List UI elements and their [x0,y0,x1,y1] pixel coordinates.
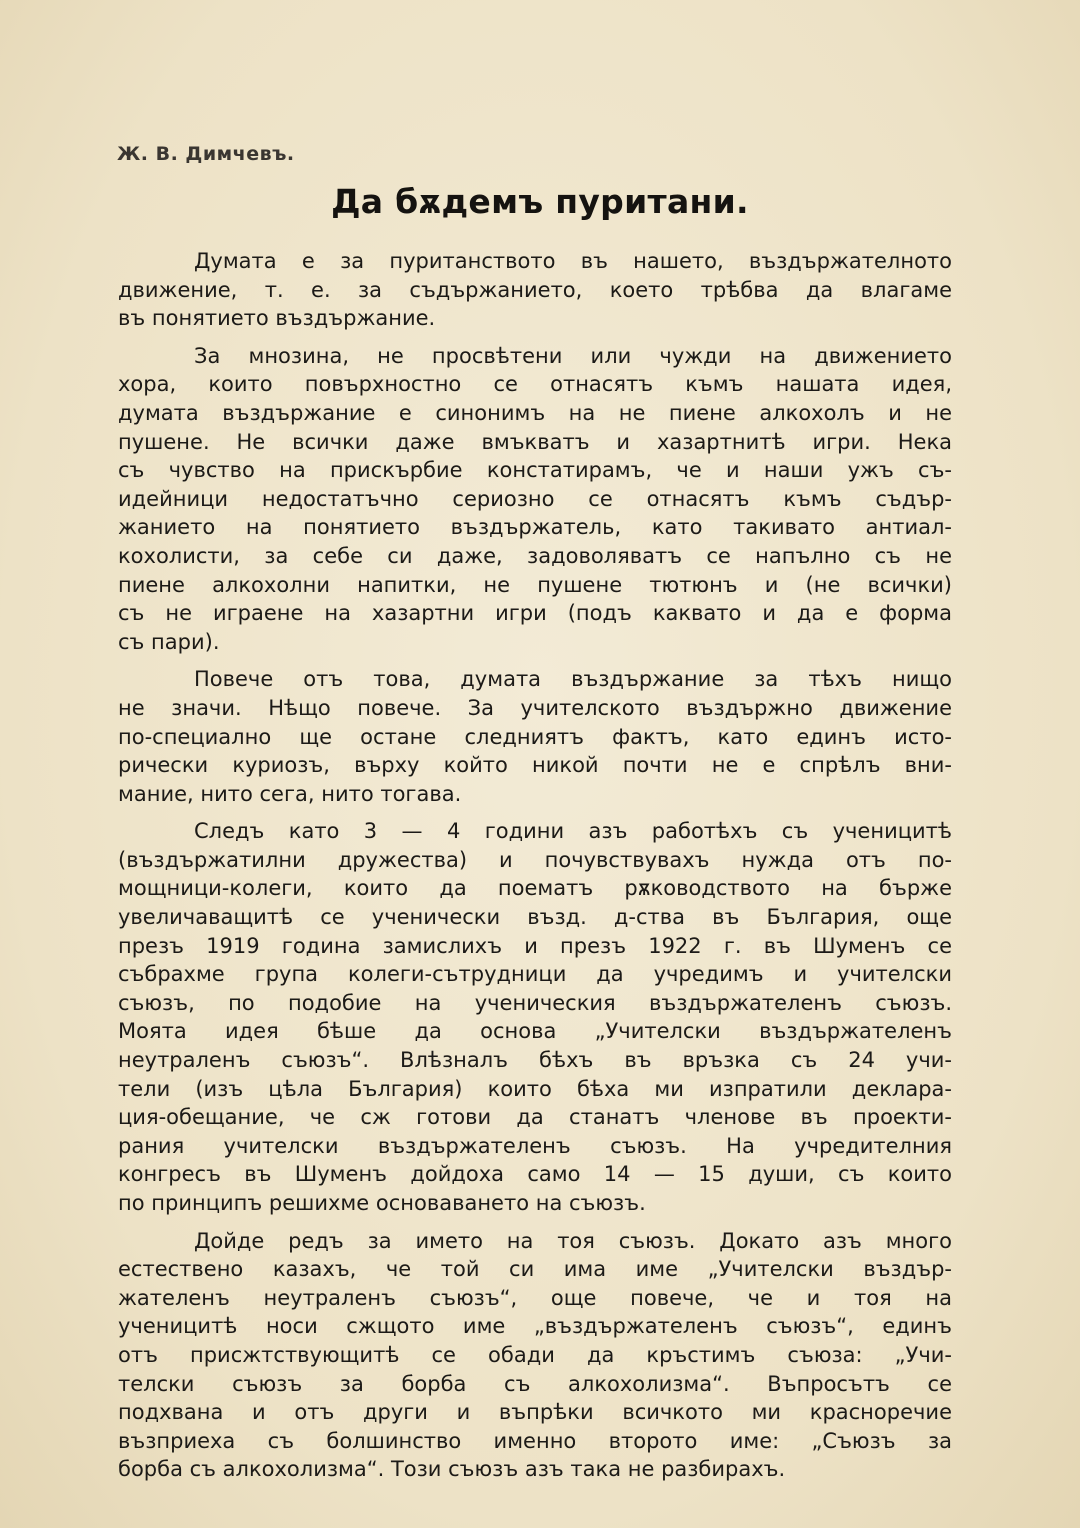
text-line: Следъ като 3 — 4 години азъ работѣхъ съ ученицитѣ [194,819,952,844]
text-line: (въздържатилни дружества) и почувствувахъ нужда отъ по- [118,847,952,872]
text-line: борба съ алкохолизма“. Този съюзъ азъ така не разбирахъ. [118,1457,786,1482]
paragraph [118,342,952,657]
paragraph [118,1227,952,1484]
article-body [118,247,952,1484]
paragraph [118,247,952,333]
text-line: неутраленъ съюзъ“. Влѣзналъ бѣхъ въ връзка съ 24 учи- [118,1048,952,1073]
text-line: възприеха съ болшинство именно второто име: „Съюзъ за [118,1428,952,1453]
text-line: рически куриозъ, върху който никой почти не е спрѣлъ вни- [118,753,952,778]
text-line: събрахме група колеги-сътрудници да учредимъ и учителски [118,962,952,987]
text-line: Дойде редъ за името на тоя съюзъ. Докато азъ много [194,1228,952,1253]
text-line: естествено казахъ, че той си има име „Учителски въздър- [118,1257,952,1282]
text-line: ция-обещание, че сж готови да станатъ членове въ проекти- [118,1105,952,1130]
text-line: не значи. Нѣщо повече. За учителското въздържно движение [118,695,952,720]
text-line: въ понятието въздържание. [118,306,436,331]
text-line: рания учителски въздържателенъ съюзъ. На учредителния [118,1133,952,1158]
text-line: Моята идея бѣше да основа „Учителски въздържателенъ [118,1019,952,1044]
text-line: ученицитѣ носи сжщото име „въздържателенъ съюзъ“, единъ [118,1314,952,1339]
text-line: подхвана и отъ други и въпрѣки всичкото ми красноречие [118,1400,952,1425]
text-line: конгресъ въ Шуменъ дойдоха само 14 — 15 души, съ които [118,1162,952,1187]
text-line: телски съюзъ за борба съ алкохолизма“. Въпросътъ се [118,1371,952,1396]
text-line: по принципъ решихме основаването на съюзъ. [118,1191,646,1215]
author-name: Ж. В. Димчевъ. [117,143,295,165]
text-line: хора, които повърхностно се отнасятъ къмъ нашата идея, [118,372,952,397]
paragraph [118,817,952,1217]
text-line: идейници недостатъчно сериозно се отнасятъ къмъ съдър- [118,486,952,511]
text-line: тели (изъ цѣла България) които бѣха ми изпратили деклара- [118,1076,952,1101]
text-line: отъ присжтствующитѣ се обади да кръстимъ съюза: „Учи- [118,1342,952,1367]
text-line: Повече отъ това, думата въздържание за тѣхъ нищо [194,667,952,692]
text-line: пушене. Не всички даже вмъкватъ и хазартнитѣ игри. Нека [118,429,952,454]
text-line: движение, т. е. за съдържанието, което трѣбва да влагаме [118,277,952,302]
text-line: мание, нито сега, нито тогава. [118,781,462,806]
text-line: увеличаващитѣ се ученически възд. д-ства въ България, още [118,905,952,930]
text-line: презъ 1919 година замислихъ и презъ 1922 г. въ Шуменъ се [118,933,952,958]
paragraph [118,665,952,808]
text-line: жанието на понятието въздържатель, като такивато антиал- [118,515,952,540]
text-line: Думата е за пуританството въ нашето, въздържателното [194,249,952,273]
article-title: Да бѫдемъ пуритани. [331,182,749,221]
text-line: За мнозина, не просвѣтени или чужди на движението [194,343,952,368]
text-line: кохолисти, за себе си даже, задоволяватъ се напълно съ не [118,543,952,568]
text-line: съ чувство на прискърбие констатирамъ, че и наши ужъ съ- [118,458,952,483]
text-line: думата въздържание е синонимъ на не пиене алкохолъ и не [118,400,952,425]
text-line: по-специално ще остане следниятъ фактъ, като единъ исто- [118,724,952,749]
text-line: съюзъ, по подобие на ученическия въздържателенъ съюзъ. [118,990,952,1015]
text-line: мощници-колеги, които да поематъ рѫководството на бърже [118,876,952,901]
text-line: пиене алкохолни напитки, не пушене тютюнъ и (не всички) [118,572,952,597]
text-line: съ не играене на хазартни игри (подъ каквато и да е форма [118,601,952,626]
text-line: съ пари). [118,629,220,654]
text-line: жателенъ неутраленъ съюзъ“, още повече, че и тоя на [118,1285,952,1310]
